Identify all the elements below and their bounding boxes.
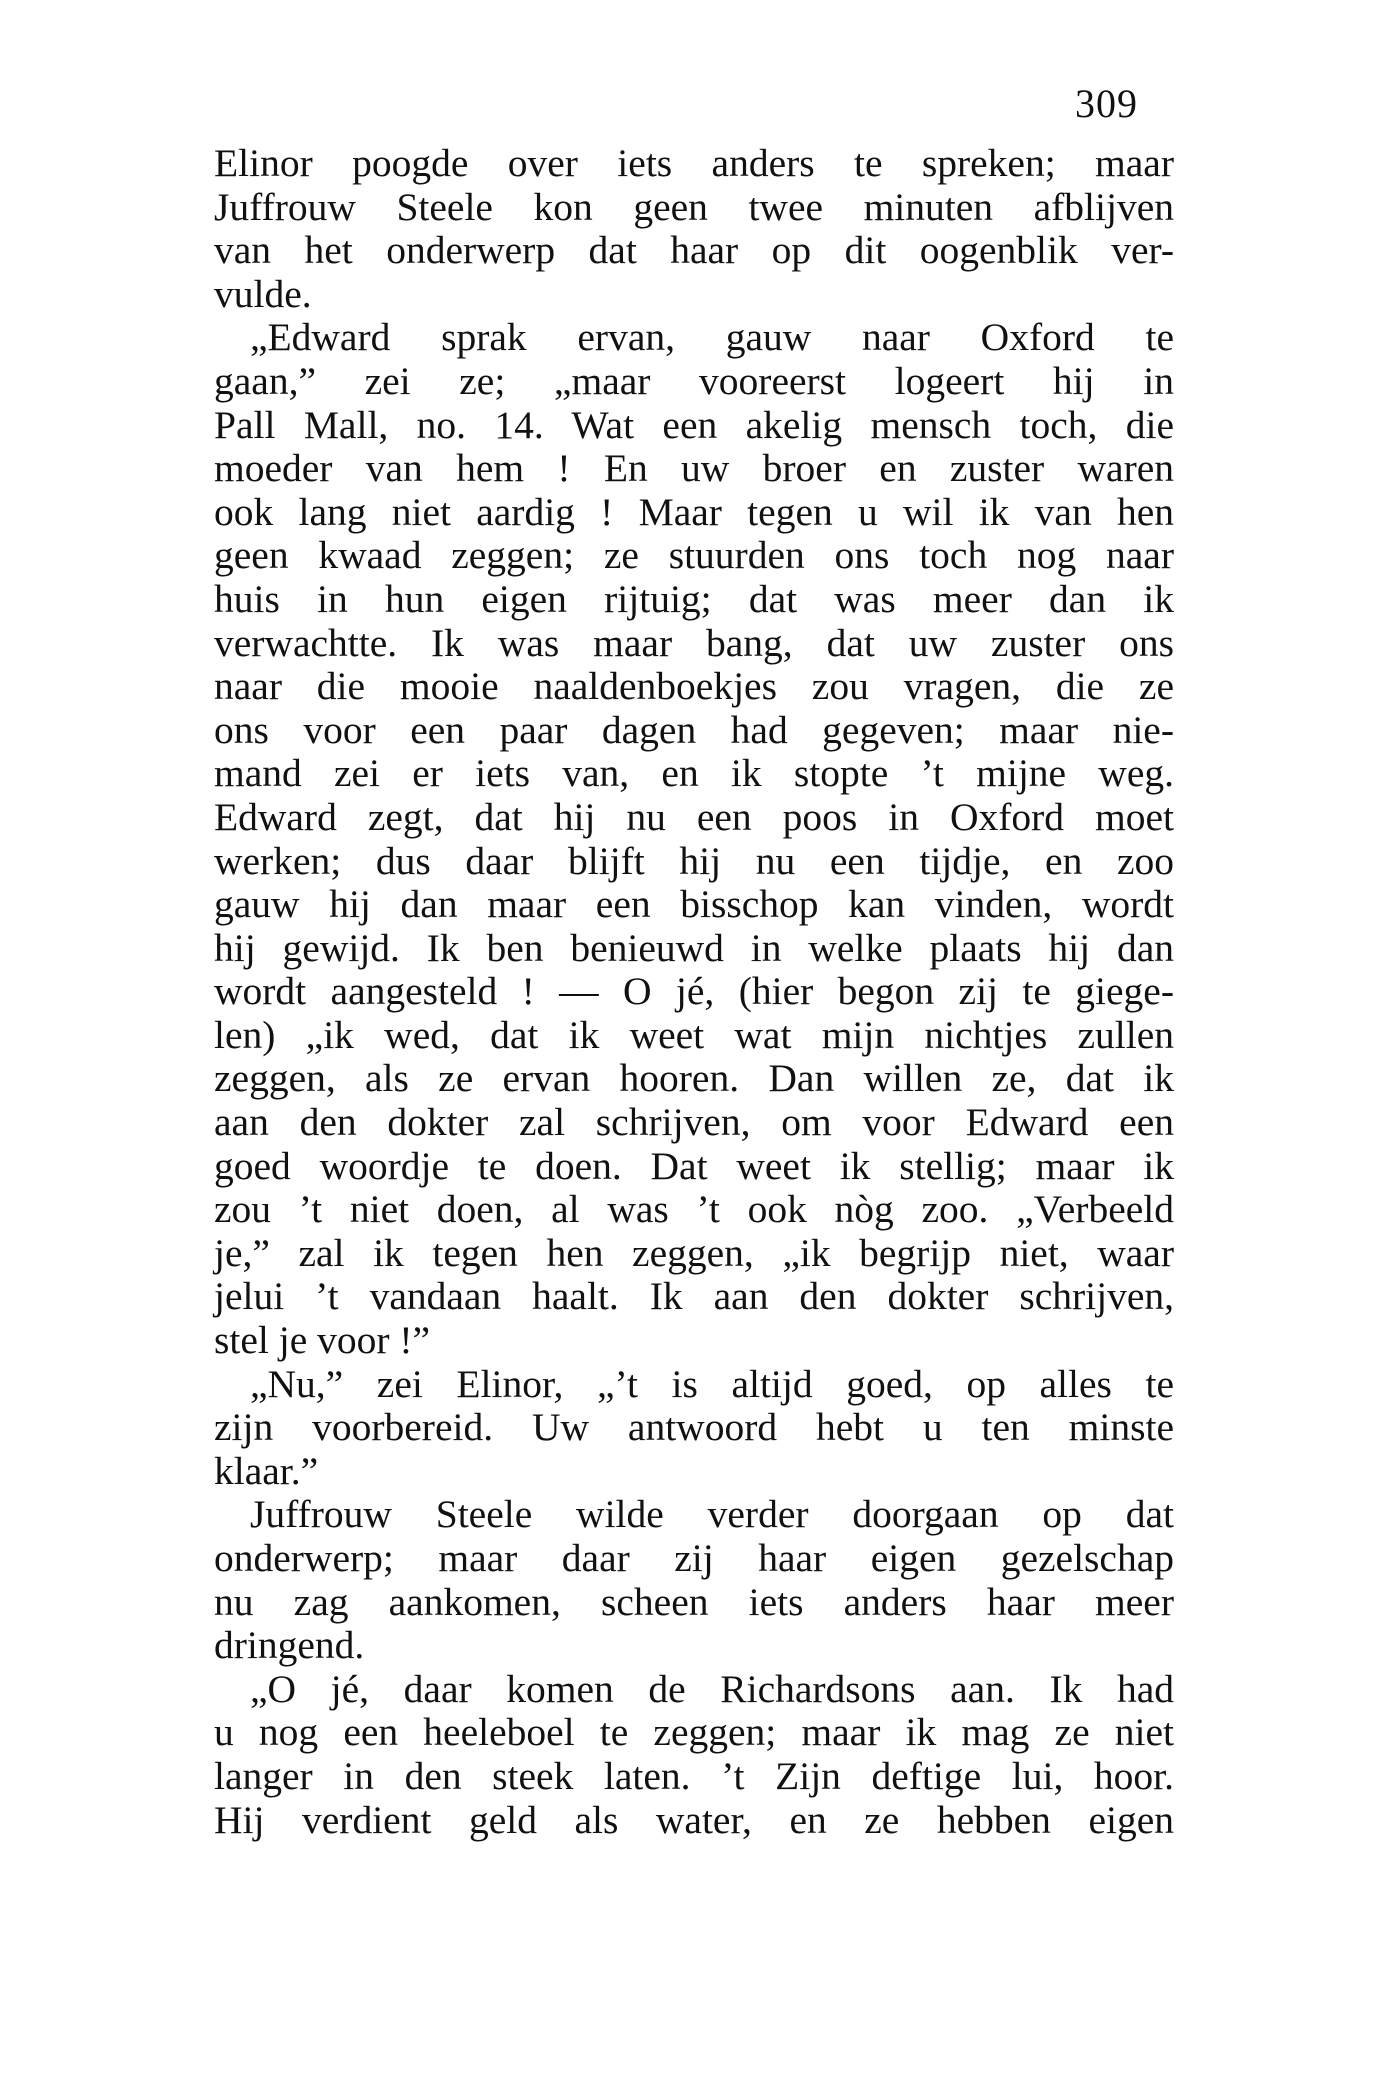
text-line: vulde. [214, 271, 312, 316]
text-line: u nog een heeleboel te zeggen; maar ik mag ze niet [214, 1710, 1174, 1755]
text-line: nu zag aankomen, scheen iets anders haar meer [214, 1579, 1174, 1624]
text-line: ook lang niet aardig ! Maar tegen u wil ik van hen [214, 489, 1174, 534]
text-line: mand zei er iets van, en ik stopte ’t mijne weg. [214, 751, 1174, 796]
text-line: Juffrouw Steele kon geen twee minuten afblijven [214, 184, 1174, 229]
text-line: langer in den steek laten. ’t Zijn deftige lui, hoor. [214, 1753, 1174, 1798]
text-line: goed woordje te doen. Dat weet ik stellig; maar ik [214, 1143, 1174, 1188]
page-number: 309 [1075, 81, 1138, 126]
text-line: gaan,” zei ze; „maar vooreerst logeert hij in [214, 358, 1174, 403]
text-line: ons voor een paar dagen had gegeven; maar nie- [214, 707, 1174, 752]
text-line: len) „ik wed, dat ik weet wat mijn nichtjes zullen [214, 1012, 1174, 1057]
text-line: zou ’t niet doen, al was ’t ook nòg zoo. „Verbeeld [214, 1187, 1174, 1232]
body-text [214, 142, 1174, 1842]
text-line: aan den dokter zal schrijven, om voor Edward een [214, 1100, 1174, 1145]
text-line: werken; dus daar blijft hij nu een tijdje, en zoo [214, 838, 1174, 883]
text-line: je,” zal ik tegen hen zeggen, „ik begrijp niet, waar [214, 1230, 1174, 1275]
text-line: van het onderwerp dat haar op dit oogenblik ver- [214, 228, 1174, 273]
text-line: „Nu,” zei Elinor, „’t is altijd goed, op alles te [250, 1361, 1174, 1406]
text-line: Hij verdient geld als water, en ze hebben eigen [214, 1797, 1174, 1842]
text-line: „Edward sprak ervan, gauw naar Oxford te [250, 315, 1174, 360]
text-line: dringend. [214, 1623, 365, 1668]
text-line: wordt aangesteld ! — O jé, (hier begon zij te giege- [214, 969, 1174, 1014]
text-line: zijn voorbereid. Uw antwoord hebt u ten minste [214, 1405, 1174, 1450]
text-line: Edward zegt, dat hij nu een poos in Oxford moet [214, 794, 1174, 839]
text-line: klaar.” [214, 1448, 319, 1493]
text-line: Pall Mall, no. 14. Wat een akelig mensch toch, die [214, 402, 1174, 447]
text-line: gauw hij dan maar een bisschop kan vinden, wordt [214, 882, 1174, 927]
text-line: geen kwaad zeggen; ze stuurden ons toch nog naar [214, 533, 1174, 578]
text-line: naar die mooie naaldenboekjes zou vragen, die ze [214, 664, 1174, 709]
text-line: verwachtte. Ik was maar bang, dat uw zuster ons [214, 620, 1174, 665]
text-line: jelui ’t vandaan haalt. Ik aan den dokter schrijven, [214, 1274, 1174, 1319]
text-line: hij gewijd. Ik ben benieuwd in welke plaats hij dan [214, 925, 1174, 970]
text-line: „O jé, daar komen de Richardsons aan. Ik had [250, 1666, 1174, 1711]
text-line: moeder van hem ! En uw broer en zuster waren [214, 446, 1174, 491]
text-line: zeggen, als ze ervan hooren. Dan willen ze, dat ik [214, 1056, 1174, 1101]
text-line: Juffrouw Steele wilde verder doorgaan op dat [250, 1492, 1174, 1537]
text-line: huis in hun eigen rijtuig; dat was meer dan ik [214, 576, 1174, 621]
text-line: onderwerp; maar daar zij haar eigen gezelschap [214, 1536, 1174, 1580]
text-line: Elinor poogde over iets anders te spreken; maar [214, 141, 1174, 185]
text-line: stel je voor !” [214, 1318, 431, 1363]
